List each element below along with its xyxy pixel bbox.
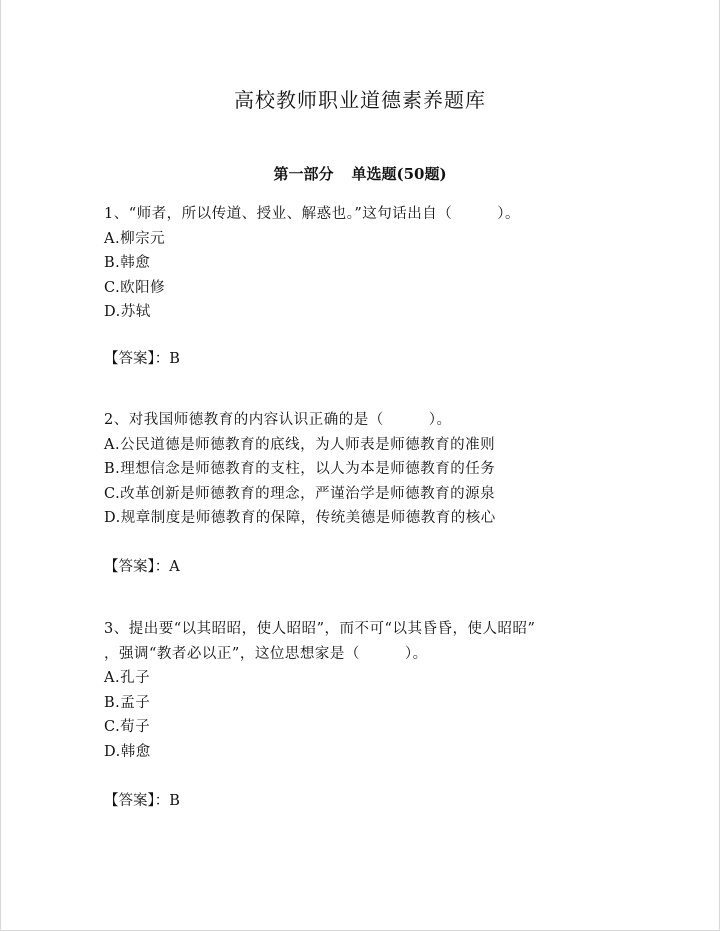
section-title: [0, 163, 720, 185]
option-b: B.理想信念是师德教育的支柱，以人为本是师德教育的任务: [104, 461, 496, 477]
document-title: 高校教师职业道德素养题库: [234, 88, 486, 112]
option-d: D.苏轼: [104, 304, 151, 320]
question-stem: 1、“师者，所以传道、授业、解惑也。”这句话出自（ ）。: [104, 206, 521, 222]
answer-1: 【答案】：B: [104, 351, 180, 367]
option-a: A.孔子: [104, 670, 151, 686]
option-a: A.柳宗元: [104, 230, 166, 247]
question-2: [104, 408, 624, 531]
answer-2: 【答案】：A: [104, 559, 180, 575]
option-c: C.荀子: [104, 719, 151, 735]
option-a: A.公民道德是师德教育的底线，为人师表是师德教育的准则: [104, 436, 496, 453]
question-3: [104, 617, 624, 764]
option-b: B.孟子: [104, 694, 151, 711]
option-b: B.韩愈: [104, 255, 151, 271]
question-stem-line-2: ，强调“教者必以正”，这位思想家是（ ）。: [104, 645, 428, 662]
option-c: C.改革创新是师德教育的理念，严谨治学是师德教育的源泉: [104, 485, 496, 502]
option-d: D.韩愈: [104, 743, 151, 760]
answer-3: 【答案】：B: [104, 793, 180, 809]
section-heading: 单选题(50题): [351, 165, 447, 183]
question-stem-line-1: 3、提出要“以其昭昭，使人昭昭”，而不可“以其昏昏，使人昭昭”: [104, 621, 536, 637]
section-label: 第一部分: [273, 165, 334, 183]
question-1: [104, 202, 624, 325]
question-stem: 2、对我国师德教育的内容认识正确的是（ ）。: [104, 412, 452, 428]
option-c: C.欧阳修: [104, 279, 166, 296]
option-d: D.规章制度是师德教育的保障，传统美德是师德教育的核心: [104, 510, 496, 526]
